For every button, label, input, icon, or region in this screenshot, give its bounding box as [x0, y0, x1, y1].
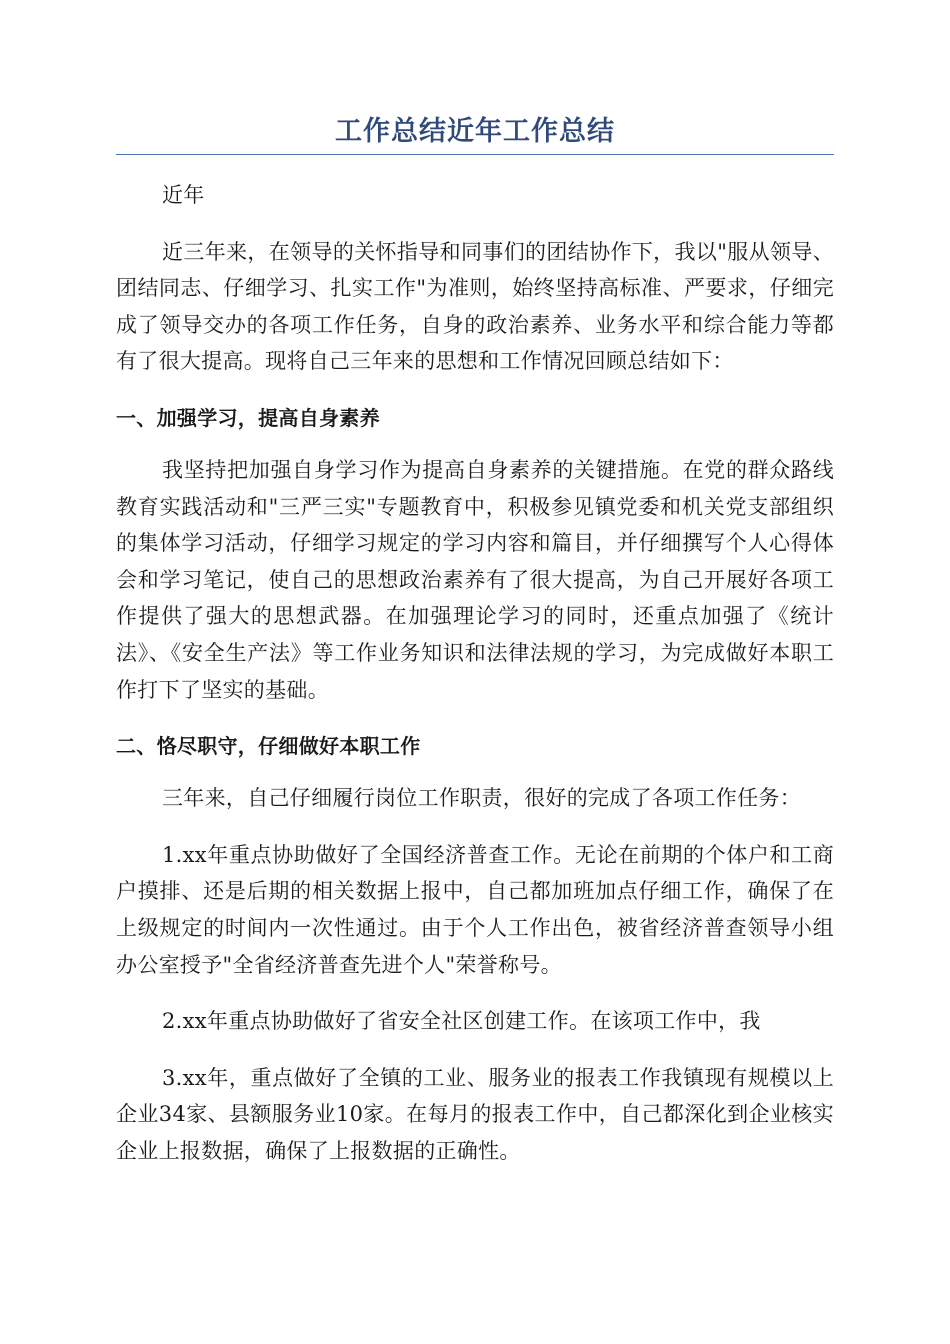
paragraph-intro: 近三年来，在领导的关怀指导和同事们的团结协作下，我以"服从领导、团结同志、仔细学习、扎实工作"为准则，始终坚持高标准、严要求，仔细完成了领导交办的各项工作任务，自身的政治素养、业务水平和综合能力等都有了很大提高。现将自己三年来的思想和工作情况回顾总结如下： — [116, 239, 834, 374]
section-heading-2: 二、恪尽职守，仔细做好本职工作 — [116, 734, 421, 759]
section-heading-1: 一、加强学习，提高自身素养 — [116, 405, 380, 430]
list-item-2: 2.xx年重点协助做好了省安全社区创建工作。在该项工作中，我 — [162, 1009, 761, 1034]
paragraph-study: 我坚持把加强自身学习作为提高自身素养的关键措施。在党的群众路线教育实践活动和"三严三实"专题教育中，积极参见镇党委和机关党支部组织的集体学习活动，仔细学习规定的学习内容和篇目，并仔细撰写个人心得体会和学习笔记，使自己的思想政治素养有了很大提高，为自己开展好各项工作提供了强大的思想武器。在加强理论学习的同时，还重点加强了《统计法》、《安全生产法》等工作业务知识和法律法规的学习，为完成做好本职工作打下了坚实的基础。 — [116, 457, 834, 702]
document-title: 工作总结近年工作总结 — [335, 116, 615, 147]
intro-word: 近年 — [162, 183, 205, 207]
list-item-3: 3.xx年，重点做好了全镇的工业、服务业的报表工作我镇现有规模以上企业34家、县额服务业10家。在每月的报表工作中，自己都深化到企业核实企业上报数据，确保了上报数据的正确性。 — [116, 1065, 834, 1163]
title-underline — [116, 154, 834, 155]
paragraph-duties: 三年来，自己仔细履行岗位工作职责，很好的完成了各项工作任务： — [162, 786, 801, 811]
document-page — [116, 112, 834, 1189]
list-item-1: 1.xx年重点协助做好了全国经济普查工作。无论在前期的个体户和工商户摸排、还是后期的相关数据上报中，自己都加班加点仔细工作，确保了在上级规定的时间内一次性通过。由于个人工作出色，被省经济普查领导小组办公室授予"全省经济普查先进个人"荣誉称号。 — [116, 842, 834, 977]
